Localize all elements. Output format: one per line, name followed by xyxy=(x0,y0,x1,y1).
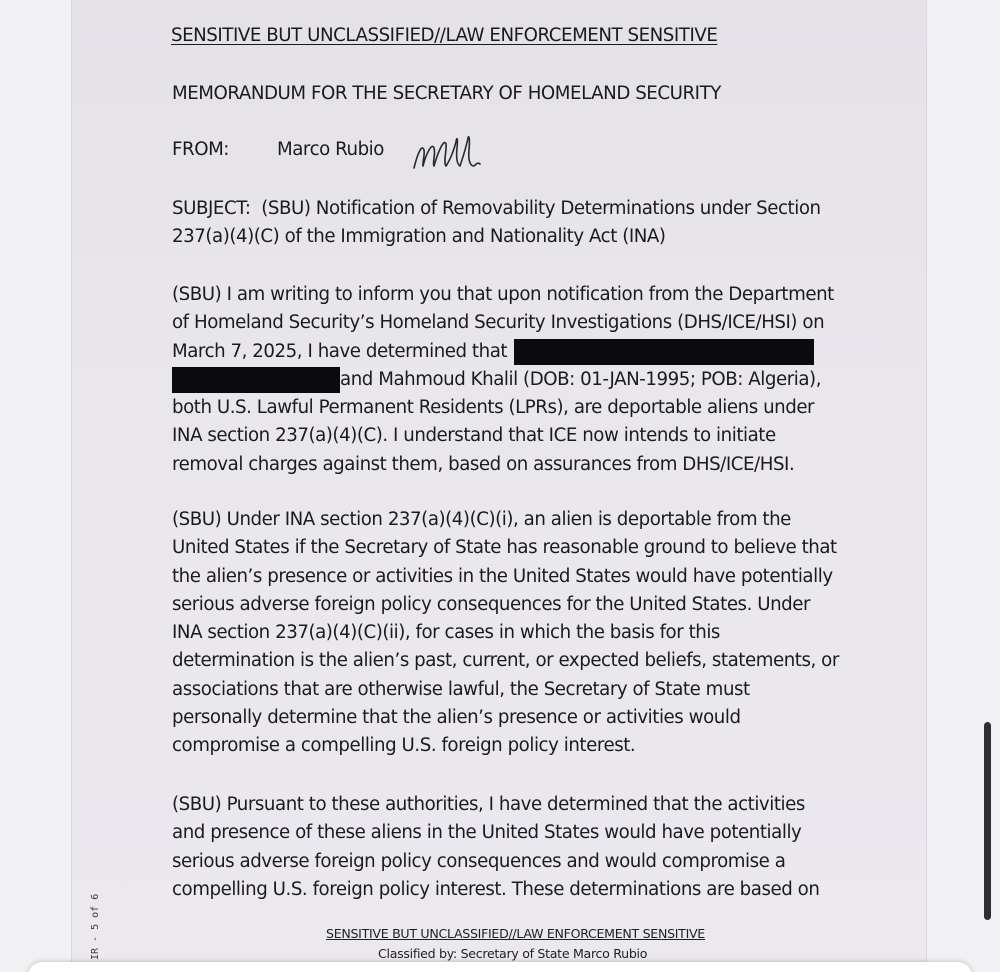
footer-classification-marking: SENSITIVE BUT UNCLASSIFIED//LAW ENFORCEMENT SENSITIVE xyxy=(326,926,705,941)
from-label: FROM: xyxy=(172,139,229,160)
paragraph-line: and presence of these aliens in the United States would have potentially xyxy=(172,822,802,844)
paragraph-line-text: and Mahmoud Khalil (DOB: 01-JAN-1995; POB: Algeria), xyxy=(340,368,822,390)
paragraph-2 xyxy=(172,506,839,761)
paragraph-line: associations that are otherwise lawful, the Secretary of State must xyxy=(172,678,750,700)
paragraph-line: INA section 237(a)(4)(C)(ii), for cases in which the basis for this xyxy=(172,622,720,644)
paragraph-line: (SBU) Under INA section 237(a)(4)(C)(i), an alien is deportable from the xyxy=(172,509,791,530)
paragraph-line: the alien’s presence or activities in the United States would have potentially xyxy=(172,565,833,587)
paragraph-1 xyxy=(172,281,834,479)
paragraph-line-text: March 7, 2025, I have determined that xyxy=(172,340,508,362)
paragraph-line: INA section 237(a)(4)(C). I understand that ICE now intends to initiate xyxy=(172,425,776,447)
paragraph-line: serious adverse foreign policy consequences for the United States. Under xyxy=(172,593,811,615)
paragraph-line: personally determine that the alien’s presence or activities would xyxy=(172,707,741,729)
paragraph-line xyxy=(172,366,834,394)
header-classification-marking: SENSITIVE BUT UNCLASSIFIED//LAW ENFORCEMENT SENSITIVE xyxy=(171,25,718,46)
subject-text-1: (SBU) Notification of Removability Determinations under Section xyxy=(261,198,821,219)
bottom-sheet-handle[interactable] xyxy=(28,962,972,972)
redaction-box xyxy=(514,339,814,365)
subject-line-2: 237(a)(4)(C) of the Immigration and Nationality Act (INA) xyxy=(172,226,666,248)
paragraph-line: compelling U.S. foreign policy interest. These determinations are based on xyxy=(172,878,820,900)
footer-classified-by: Classified by: Secretary of State Marco Rubio xyxy=(378,946,648,961)
paragraph-line: United States if the Secretary of State has reasonable ground to believe that xyxy=(172,537,837,559)
paragraph-line: removal charges against them, based on assurances from DHS/ICE/HSI. xyxy=(172,453,795,475)
subject-block xyxy=(172,195,821,252)
vertical-scrollbar[interactable] xyxy=(984,722,991,920)
paragraph-line: of Homeland Security’s Homeland Security Investigations (DHS/ICE/HSI) on xyxy=(172,312,825,334)
memo-title: MEMORANDUM FOR THE SECRETARY OF HOMELAND SECURITY xyxy=(172,83,721,104)
paragraph-line: both U.S. Lawful Permanent Residents (LPRs), are deportable aliens under xyxy=(172,397,815,419)
redaction-box xyxy=(172,367,340,393)
subject-label: SUBJECT: xyxy=(172,198,251,219)
paragraph-3 xyxy=(172,791,819,904)
from-name: Marco Rubio xyxy=(277,139,384,160)
paragraph-line: serious adverse foreign policy consequences and would compromise a xyxy=(172,850,786,872)
signature-icon xyxy=(410,130,500,174)
paragraph-line xyxy=(172,338,834,366)
subject-line-1 xyxy=(172,195,821,223)
paragraph-line: (SBU) Pursuant to these authorities, I have determined that the activities xyxy=(172,794,805,815)
page-side-marker: IR - 5 of 6 xyxy=(90,893,101,960)
paragraph-line: compromise a compelling U.S. foreign policy interest. xyxy=(172,735,636,757)
paragraph-line: (SBU) I am writing to inform you that upon notification from the Department xyxy=(172,284,834,305)
paragraph-line: determination is the alien’s past, current, or expected beliefs, statements, or xyxy=(172,650,839,672)
